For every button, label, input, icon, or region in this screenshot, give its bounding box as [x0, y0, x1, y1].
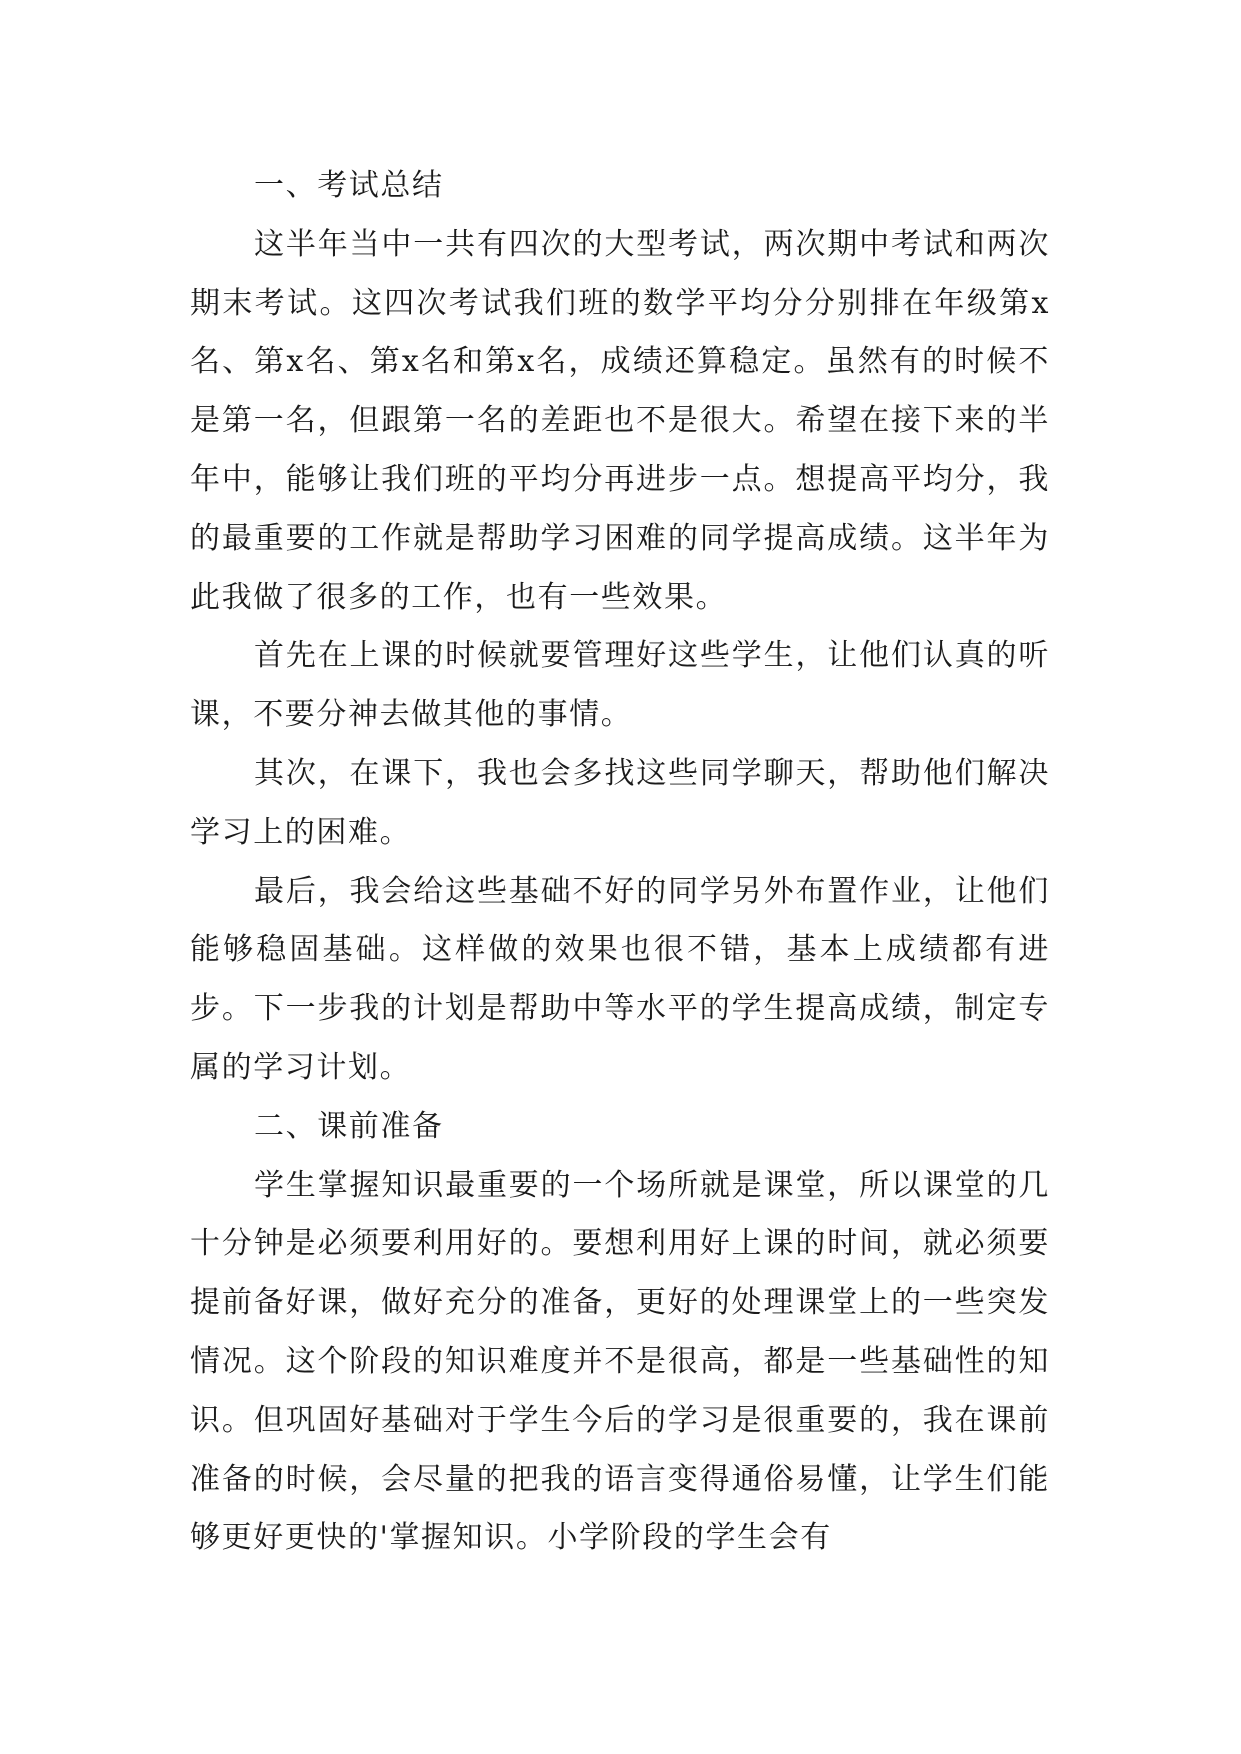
paragraph-lesson-prep: 学生掌握知识最重要的一个场所就是课堂，所以课堂的几十分钟是必须要利用好的。要想利用好上课的时间，就必须要提前备好课，做好充分的准备，更好的处理课堂上的一些突发情况。这个阶段的知识难度并不是很高，都是一些基础性的知识。但巩固好基础对于学生今后的学习是很重要的，我在课前准备的时候，会尽量的把我的语言变得通俗易懂，让学生们能够更好更快的'掌握知识。小学阶段的学生会有 [190, 1167, 1050, 1556]
section-heading-lesson-prep: 二、课前准备 [254, 1108, 444, 1144]
paragraph-second-step: 其次，在课下，我也会多找这些同学聊天，帮助他们解决学习上的困难。 [190, 755, 1050, 850]
paragraph-final-step: 最后，我会给这些基础不好的同学另外布置作业，让他们能够稳固基础。这样做的效果也很不错，基本上成绩都有进步。下一步我的计划是帮助中等水平的学生提高成绩，制定专属的学习计划。 [190, 873, 1050, 1085]
document-body [190, 157, 1050, 1568]
paragraph-first-step: 首先在上课的时候就要管理好这些学生，让他们认真的听课，不要分神去做其他的事情。 [190, 638, 1050, 733]
paragraph-exam-results: 这半年当中一共有四次的大型考试，两次期中考试和两次期末考试。这四次考试我们班的数学平均分分别排在年级第x名、第x名、第x名和第x名，成绩还算稳定。虽然有的时候不是第一名，但跟第一名的差距也不是很大。希望在接下来的半年中，能够让我们班的平均分再进步一点。想提高平均分，我的最重要的工作就是帮助学习困难的同学提高成绩。这半年为此我做了很多的工作，也有一些效果。 [190, 226, 1050, 615]
section-heading-exam-summary: 一、考试总结 [254, 168, 444, 203]
